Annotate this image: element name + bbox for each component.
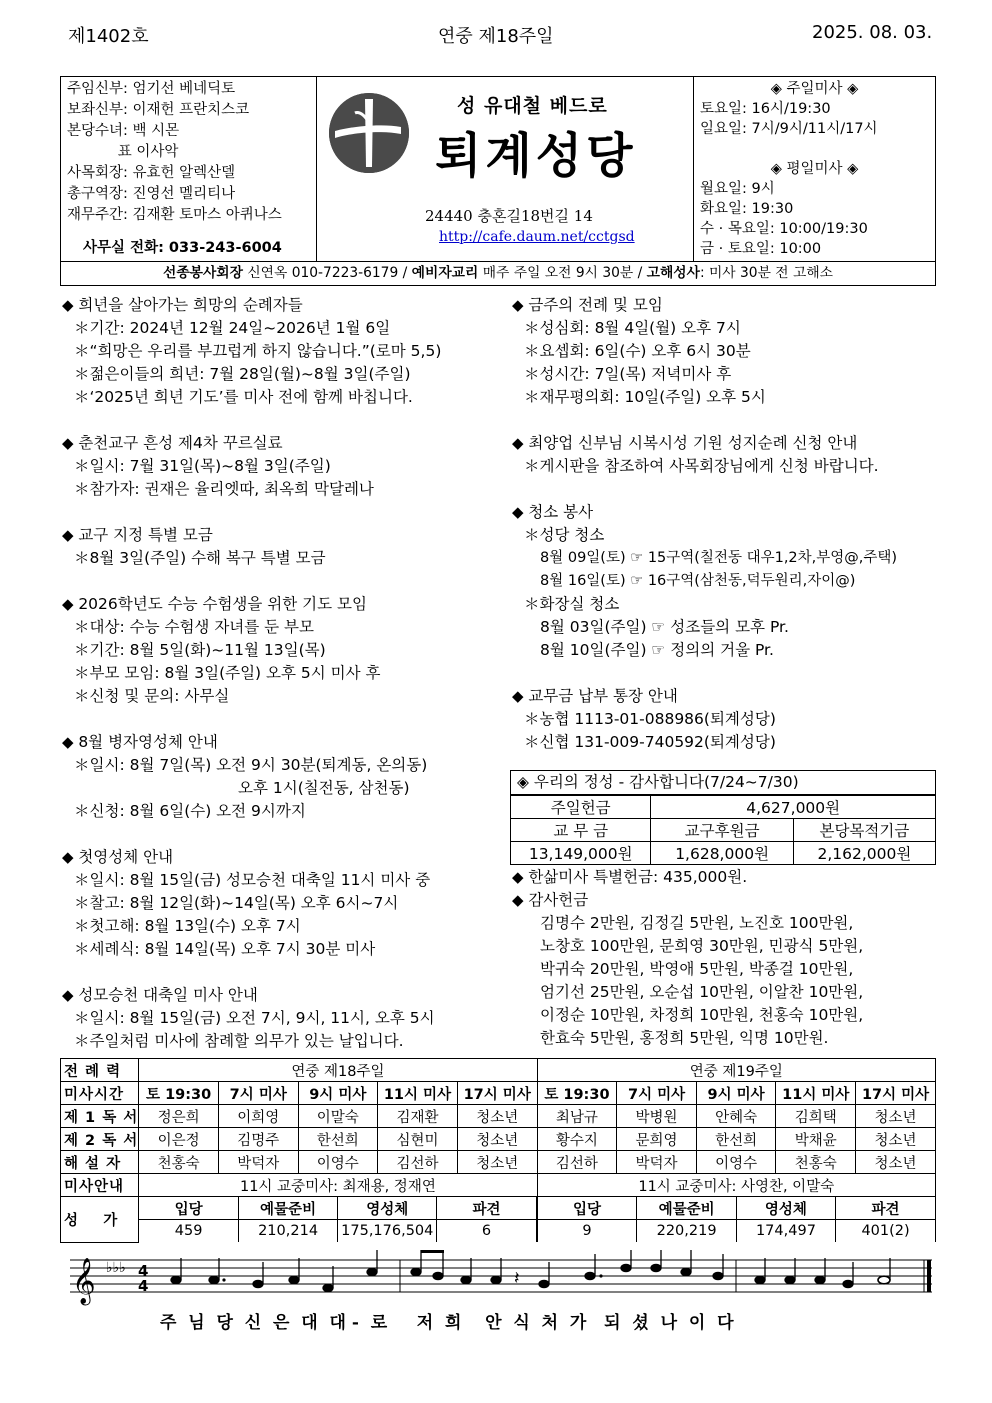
hymn-number: 220,219 — [637, 1220, 736, 1243]
hymn-header: 예물준비 — [637, 1197, 736, 1220]
row-label: 해 설 자 — [61, 1151, 139, 1174]
list-item: ＊세례식: 8월 14일(목) 오후 7시 30분 미사 — [74, 940, 376, 958]
table-cell: 이은정 — [139, 1128, 219, 1151]
mass-time-cell: 7시 미사 — [617, 1082, 697, 1105]
hymn-number: 174,497 — [736, 1220, 835, 1243]
table-cell: 박덕자 — [617, 1151, 697, 1174]
list-item: ＊성시간: 7일(목) 저녁미사 후 — [524, 365, 732, 383]
row-label: 제 2 독 서 — [61, 1128, 139, 1151]
weekday-mass-title: ◈ 평일미사 ◈ — [770, 161, 859, 177]
svg-text:𝄞: 𝄞 — [72, 1258, 96, 1304]
offering-box — [510, 770, 936, 865]
staff-row: 본당수녀: 백 시몬 — [67, 123, 180, 139]
patron-saint: 성 유대철 베드로 — [457, 95, 608, 117]
hymn-number: 175,176,504 — [338, 1220, 437, 1243]
mass-notice: 11시 교중미사: 사영찬, 이말숙 — [537, 1174, 935, 1197]
mass-time-cell: 9시 미사 — [298, 1082, 378, 1105]
table-cell: 김희택 — [776, 1105, 856, 1128]
mass-notice: 11시 교중미사: 최재용, 정재연 — [139, 1174, 537, 1197]
info-strip — [60, 262, 936, 286]
section-sick-communion: ◆ 8월 병자영성체 안내 ＊일시: 8월 7일(목) 오전 9시 30분(퇴계동, 온의동) 오후 1시(칠전동, 삼천동) ＊신청: 8월 6일(수) 오전 9시까지 — [62, 731, 427, 823]
section-title: 성모승천 대축일 미사 안내 — [78, 986, 258, 1004]
list-item: 한효숙 5만원, 홍정희 5만원, 익명 10만원. — [540, 1029, 829, 1047]
staff-row: 사목회장: 유효헌 알렉산델 — [67, 165, 236, 181]
section-title: 춘천교구 흔성 제4차 꾸르실료 — [78, 434, 283, 452]
list-item: 8월 16일(토) ☞ 16구역(삼천동,덕두원리,자이@) — [540, 573, 856, 589]
table-cell: 김명주 — [218, 1128, 298, 1151]
mass-time: 수 · 목요일: 10:00/19:30 — [700, 221, 868, 237]
table-cell: 박채윤 — [776, 1128, 856, 1151]
liturgy-table — [60, 1058, 936, 1243]
table-cell: 문희영 — [617, 1128, 697, 1151]
hymn-number: 401(2) — [836, 1220, 935, 1243]
hymn-lyrics: 주 님 당 신 은 대 대 - 로 저 희 안 식 처 가 되 셨 나 이 다 — [160, 1313, 734, 1333]
svg-text:4: 4 — [138, 1262, 149, 1280]
staff-row: 표 이사악 — [67, 144, 179, 160]
staff-row: 총구역장: 진영선 멜리티나 — [67, 186, 236, 202]
list-item: ＊기간: 8월 5일(화)~11월 13일(목) — [74, 641, 326, 659]
list-item: ＊참가자: 권재은 율리엣따, 최옥희 막달레나 — [74, 480, 374, 498]
catechumen-label: 예비자교리 — [411, 265, 479, 281]
staff-row: 재무주간: 김재환 토마스 아퀴나스 — [67, 207, 282, 223]
list-item: ＊젊은이들의 희년: 7월 28일(월)~8월 3일(주일) — [74, 365, 411, 383]
list-item: ＊농협 1113-01-088986(퇴계성당) — [524, 710, 776, 728]
church-logo-icon — [329, 93, 409, 173]
table-cell: 13,149,000원 — [511, 842, 651, 865]
list-item: ＊일시: 8월 15일(금) 성모승천 대축일 11시 미사 중 — [74, 871, 431, 889]
section-first-communion: ◆ 첫영성체 안내 ＊일시: 8월 15일(금) 성모승천 대축일 11시 미사 중 ＊찰고: 8월 12일(화)~14일(목) 오후 6시~7시 ＊첫고해: 8월 13일(수) 오후 7시 ＊세례식: 8월 14일(목) 오후 7시 30분 미사 — [62, 846, 430, 961]
table-cell: 한선희 — [696, 1128, 776, 1151]
table-cell: 이희영 — [218, 1105, 298, 1128]
section-title: 금주의 전례 및 모임 — [528, 296, 663, 314]
mass-time-cell: 17시 미사 — [856, 1082, 936, 1105]
parish-address: 24440 충혼길18번길 14 — [425, 207, 593, 225]
list-item: ＊화장실 청소 — [524, 595, 620, 613]
mass-time-cell: 토 19:30 — [537, 1082, 617, 1105]
table-cell: 박병원 — [617, 1105, 697, 1128]
section-bank-accounts: ◆ 교무금 납부 통장 안내 ＊농협 1113-01-088986(퇴계성당) ＊신협 131-009-740592(퇴계성당) — [512, 685, 776, 754]
masthead-center — [317, 77, 693, 261]
list-item: ＊재무평의회: 10일(주일) 오후 5시 — [524, 388, 766, 406]
table-cell: 김선하 — [537, 1151, 617, 1174]
mass-time-cell: 17시 미사 — [457, 1082, 537, 1105]
row-label: 전 례 력 — [61, 1059, 139, 1082]
table-cell: 한선희 — [298, 1128, 378, 1151]
mass-time: 월요일: 9시 — [700, 181, 775, 197]
hymn-header: 파견 — [836, 1197, 935, 1220]
mass-time: 토요일: 16시/19:30 — [700, 101, 831, 117]
offering-title: ◈ 우리의 정성 - 감사합니다(7/24~7/30) — [511, 771, 935, 795]
hymn-number: 6 — [437, 1220, 536, 1243]
section-pilgrimage: ◆ 최양업 신부님 시복시성 기원 성지순례 신청 안내 ＊게시판을 참조하여 사목회장님에게 신청 바랍니다. — [512, 432, 879, 478]
section-title: 청소 봉사 — [528, 503, 594, 521]
list-item: 이정순 10만원, 차정희 10만원, 천홍숙 10만원, — [540, 1006, 864, 1024]
mass-time-cell: 11시 미사 — [378, 1082, 458, 1105]
section-exam-prayer: ◆ 2026학년도 수능 수험생을 위한 기도 모임 ＊대상: 수능 수험생 자녀를 둔 부모 ＊기간: 8월 5일(화)~11월 13일(목) ＊부모 모임: 8월 3일(주일) 오후 5시 미사 후 ＊신청 및 문의: 사무실 — [62, 593, 381, 708]
confession-text: : 미사 30분 전 고해소 — [699, 265, 833, 281]
staff-list — [61, 77, 317, 261]
section-title: 교무금 납부 통장 안내 — [528, 687, 678, 705]
table-cell: 이영수 — [696, 1151, 776, 1174]
hymn-number: 459 — [139, 1220, 238, 1243]
staff-row: 보좌신부: 이재헌 프란치스코 — [67, 102, 250, 118]
list-item: ＊‘2025년 희년 기도’를 미사 전에 함께 바칩니다. — [74, 388, 413, 406]
list-item: ＊성당 청소 — [524, 526, 605, 544]
list-item: ＊부모 모임: 8월 3일(주일) 오후 5시 미사 후 — [74, 664, 381, 682]
list-item: 오후 1시(칠전동, 삼천동) — [238, 779, 410, 797]
svg-text:𝄽: 𝄽 — [514, 1268, 520, 1289]
list-item: ＊일시: 8월 15일(금) 오전 7시, 9시, 11시, 오후 5시 — [74, 1009, 435, 1027]
table-cell: 청소년 — [457, 1128, 537, 1151]
table-cell: 청소년 — [856, 1128, 936, 1151]
section-title: 2026학년도 수능 수험생을 위한 기도 모임 — [78, 595, 367, 613]
hansam-offering: 한삶미사 특별헌금: 435,000원. — [528, 868, 748, 886]
staff-notation-icon — [66, 1250, 938, 1310]
catechumen-text: 매주 주일 오전 9시 30분 / — [478, 265, 647, 281]
hymn-header: 영성체 — [338, 1197, 437, 1220]
list-item: 8월 09일(토) ☞ 15구역(칠전동 대우1,2차,부영@,주택) — [540, 550, 898, 566]
issue-header — [60, 22, 936, 46]
list-item: ＊신청 및 문의: 사무실 — [74, 687, 230, 705]
table-cell: 정은희 — [139, 1105, 219, 1128]
table-cell: 황수지 — [537, 1128, 617, 1151]
list-item: ＊기간: 2024년 12월 24일~2026년 1월 6일 — [74, 319, 391, 337]
hymn-number: 9 — [538, 1220, 637, 1243]
issue-date: 2025. 08. 03. — [812, 22, 933, 43]
list-item: ＊“희망은 우리를 부끄럽게 하지 않습니다.”(로마 5,5) — [74, 342, 442, 360]
mass-time: 화요일: 19:30 — [700, 201, 794, 217]
hymn-header: 영성체 — [736, 1197, 835, 1220]
list-item: 박귀숙 20만원, 박영애 5만원, 박종걸 10만원, — [540, 960, 854, 978]
section-gratitude: ◆ 한삶미사 특별헌금: 435,000원. ◆ 감사헌금 김명수 2만원, 김정길 5만원, 노진호 100만원, 노창호 100만원, 문희영 30만원, 민광식 5만원, 박귀숙 20만원, 박영애 5만원, 박종걸 10만원, 엄기선 25만원, 오순섭 10만원, 이알찬 10만원, 이정순 10만원, 차정희 10만원, 천홍숙 10만원, 한효숙 5만원, 홍정희 5만원, 익명 10만원. — [512, 866, 863, 1050]
offering-table — [511, 795, 935, 864]
table-cell: 청소년 — [457, 1105, 537, 1128]
issue-number: 제1402호 — [68, 26, 149, 47]
confession-label: 고해성사 — [646, 265, 700, 281]
table-cell: 최남규 — [537, 1105, 617, 1128]
mass-time-cell: 토 19:30 — [139, 1082, 219, 1105]
svg-text:4: 4 — [138, 1277, 149, 1295]
table-cell: 청소년 — [856, 1151, 936, 1174]
list-item: ＊주일처럼 미사에 참례할 의무가 있는 날입니다. — [74, 1032, 404, 1050]
list-item: 노창호 100만원, 문희영 30만원, 민광식 5만원, — [540, 937, 864, 955]
table-cell: 청소년 — [457, 1151, 537, 1174]
cafe-link[interactable]: http://cafe.daum.net/cctgsd — [439, 229, 635, 245]
table-cell: 본당목적기금 — [793, 819, 935, 842]
list-item: ＊성심회: 8월 4일(월) 오후 7시 — [524, 319, 741, 337]
section-title: 희년을 살아가는 희망의 순례자들 — [78, 296, 303, 314]
liturgical-season: 연중 제18주일 — [438, 26, 554, 47]
week-title: 연중 제18주일 — [139, 1059, 537, 1082]
list-item: ＊찰고: 8월 12일(화)~14일(목) 오후 6시~7시 — [74, 894, 399, 912]
hymn-header: 예물준비 — [238, 1197, 337, 1220]
section-title: 8월 병자영성체 안내 — [78, 733, 218, 751]
table-cell: 김재환 — [378, 1105, 458, 1128]
table-cell: 이말숙 — [298, 1105, 378, 1128]
table-cell: 박덕자 — [218, 1151, 298, 1174]
mass-time: 금 · 토요일: 10:00 — [700, 241, 822, 257]
list-item: ＊일시: 7월 31일(목)~8월 3일(주일) — [74, 457, 331, 475]
section-cleaning: ◆ 청소 봉사 ＊성당 청소 8월 09일(토) ☞ 15구역(칠전동 대우1,2차,부영@,주택) 8월 16일(토) ☞ 16구역(삼천동,덕두원리,자이@) ＊화장실 청소 8월 03일(주일) ☞ 성조들의 모후 Pr. 8월 10일(주일) ☞ 정의의 거울 Pr. — [512, 501, 897, 662]
parish-name: 퇴계성당 — [435, 128, 637, 184]
table-cell: 4,627,000원 — [651, 796, 935, 819]
funeral-service-text: 신연옥 010-7223-6179 / — [242, 265, 412, 281]
list-item: 김명수 2만원, 김정길 5만원, 노진호 100만원, — [540, 914, 854, 932]
masthead-box — [60, 76, 936, 262]
table-cell: 김선하 — [378, 1151, 458, 1174]
section-title: 교구 지정 특별 모금 — [78, 526, 213, 544]
list-item: ＊일시: 8월 7일(목) 오전 9시 30분(퇴계동, 온의동) — [74, 756, 428, 774]
list-item: ＊게시판을 참조하여 사목회장님에게 신청 바랍니다. — [524, 457, 879, 475]
list-item: 8월 03일(주일) ☞ 성조들의 모후 Pr. — [540, 618, 789, 636]
table-cell: 이영수 — [298, 1151, 378, 1174]
list-item: ＊신협 131-009-740592(퇴계성당) — [524, 733, 776, 751]
table-cell: 1,628,000원 — [651, 842, 793, 865]
list-item: ＊8월 3일(주일) 수해 복구 특별 모금 — [74, 549, 326, 567]
table-cell: 2,162,000원 — [793, 842, 935, 865]
row-label: 미사시간 — [61, 1082, 139, 1105]
table-cell: 천홍숙 — [139, 1151, 219, 1174]
svg-text:♭♭♭: ♭♭♭ — [106, 1260, 126, 1276]
table-cell: 주일헌금 — [511, 796, 651, 819]
mass-time-cell: 9시 미사 — [696, 1082, 776, 1105]
list-item: ＊요셉회: 6일(수) 오후 6시 30분 — [524, 342, 751, 360]
section-title: 감사헌금 — [528, 891, 589, 909]
hymn-number: 210,214 — [238, 1220, 337, 1243]
funeral-service-label: 선종봉사회장 — [163, 265, 243, 281]
list-item: ＊첫고해: 8월 13일(수) 오후 7시 — [74, 917, 301, 935]
mass-time-cell: 11시 미사 — [776, 1082, 856, 1105]
mass-time-cell: 7시 미사 — [218, 1082, 298, 1105]
table-cell: 심현미 — [378, 1128, 458, 1151]
section-cursillo: ◆ 춘천교구 흔성 제4차 꾸르실료 ＊일시: 7월 31일(목)~8월 3일(주일) ＊참가자: 권재은 율리엣따, 최옥희 막달레나 — [62, 432, 374, 501]
table-cell: 청소년 — [856, 1105, 936, 1128]
row-label: 제 1 독 서 — [61, 1105, 139, 1128]
sunday-mass-title: ◈ 주일미사 ◈ — [770, 81, 859, 97]
mass-schedule — [693, 77, 937, 261]
staff-row: 주임신부: 엄기선 베네딕토 — [67, 81, 236, 97]
list-item: 엄기선 25만원, 오순섭 10만원, 이알찬 10만원, — [540, 983, 864, 1001]
row-label: 미사안내 — [61, 1174, 139, 1197]
table-cell: 교구후원금 — [651, 819, 793, 842]
table-cell: 안혜숙 — [696, 1105, 776, 1128]
mass-time: 일요일: 7시/9시/11시/17시 — [700, 121, 878, 137]
week-title: 연중 제19주일 — [537, 1059, 935, 1082]
section-weekly-meetings: ◆ 금주의 전례 및 모임 ＊성심회: 8월 4일(월) 오후 7시 ＊요셉회: 6일(수) 오후 6시 30분 ＊성시간: 7일(목) 저녁미사 후 ＊재무평의회: 10일(주일) 오후 5시 — [512, 294, 766, 409]
list-item: 8월 10일(주일) ☞ 정의의 거울 Pr. — [540, 641, 774, 659]
hymn-header: 파견 — [437, 1197, 536, 1220]
row-label: 성 가 — [61, 1197, 139, 1243]
list-item: ＊신청: 8월 6일(수) 오전 9시까지 — [74, 802, 306, 820]
office-phone: 사무실 전화: 033-243-6004 — [83, 240, 282, 256]
section-title: 최양업 신부님 시복시성 기원 성지순례 신청 안내 — [528, 434, 858, 452]
section-assumption-mass: ◆ 성모승천 대축일 미사 안내 ＊일시: 8월 15일(금) 오전 7시, 9시, 11시, 오후 5시 ＊주일처럼 미사에 참례할 의무가 있는 날입니다. — [62, 984, 435, 1053]
table-cell: 천홍숙 — [776, 1151, 856, 1174]
hymn-header: 입당 — [139, 1197, 238, 1220]
section-title: 첫영성체 안내 — [78, 848, 174, 866]
hymn-header: 입당 — [538, 1197, 637, 1220]
table-cell: 교 무 금 — [511, 819, 651, 842]
list-item: ＊대상: 수능 수험생 자녀를 둔 부모 — [74, 618, 315, 636]
section-jubilee: ◆ 희년을 살아가는 희망의 순례자들 ＊기간: 2024년 12월 24일~2026년 1월 6일 ＊“희망은 우리를 부끄럽게 하지 않습니다.”(로마 5,5) ＊젊은이들의 희년: 7월 28일(월)~8월 3일(주일) ＊‘2025년 희년 기도’를 미사 전에 함께 바칩니다. — [62, 294, 441, 409]
section-special-collection: ◆ 교구 지정 특별 모금 ＊8월 3일(주일) 수해 복구 특별 모금 — [62, 524, 326, 570]
